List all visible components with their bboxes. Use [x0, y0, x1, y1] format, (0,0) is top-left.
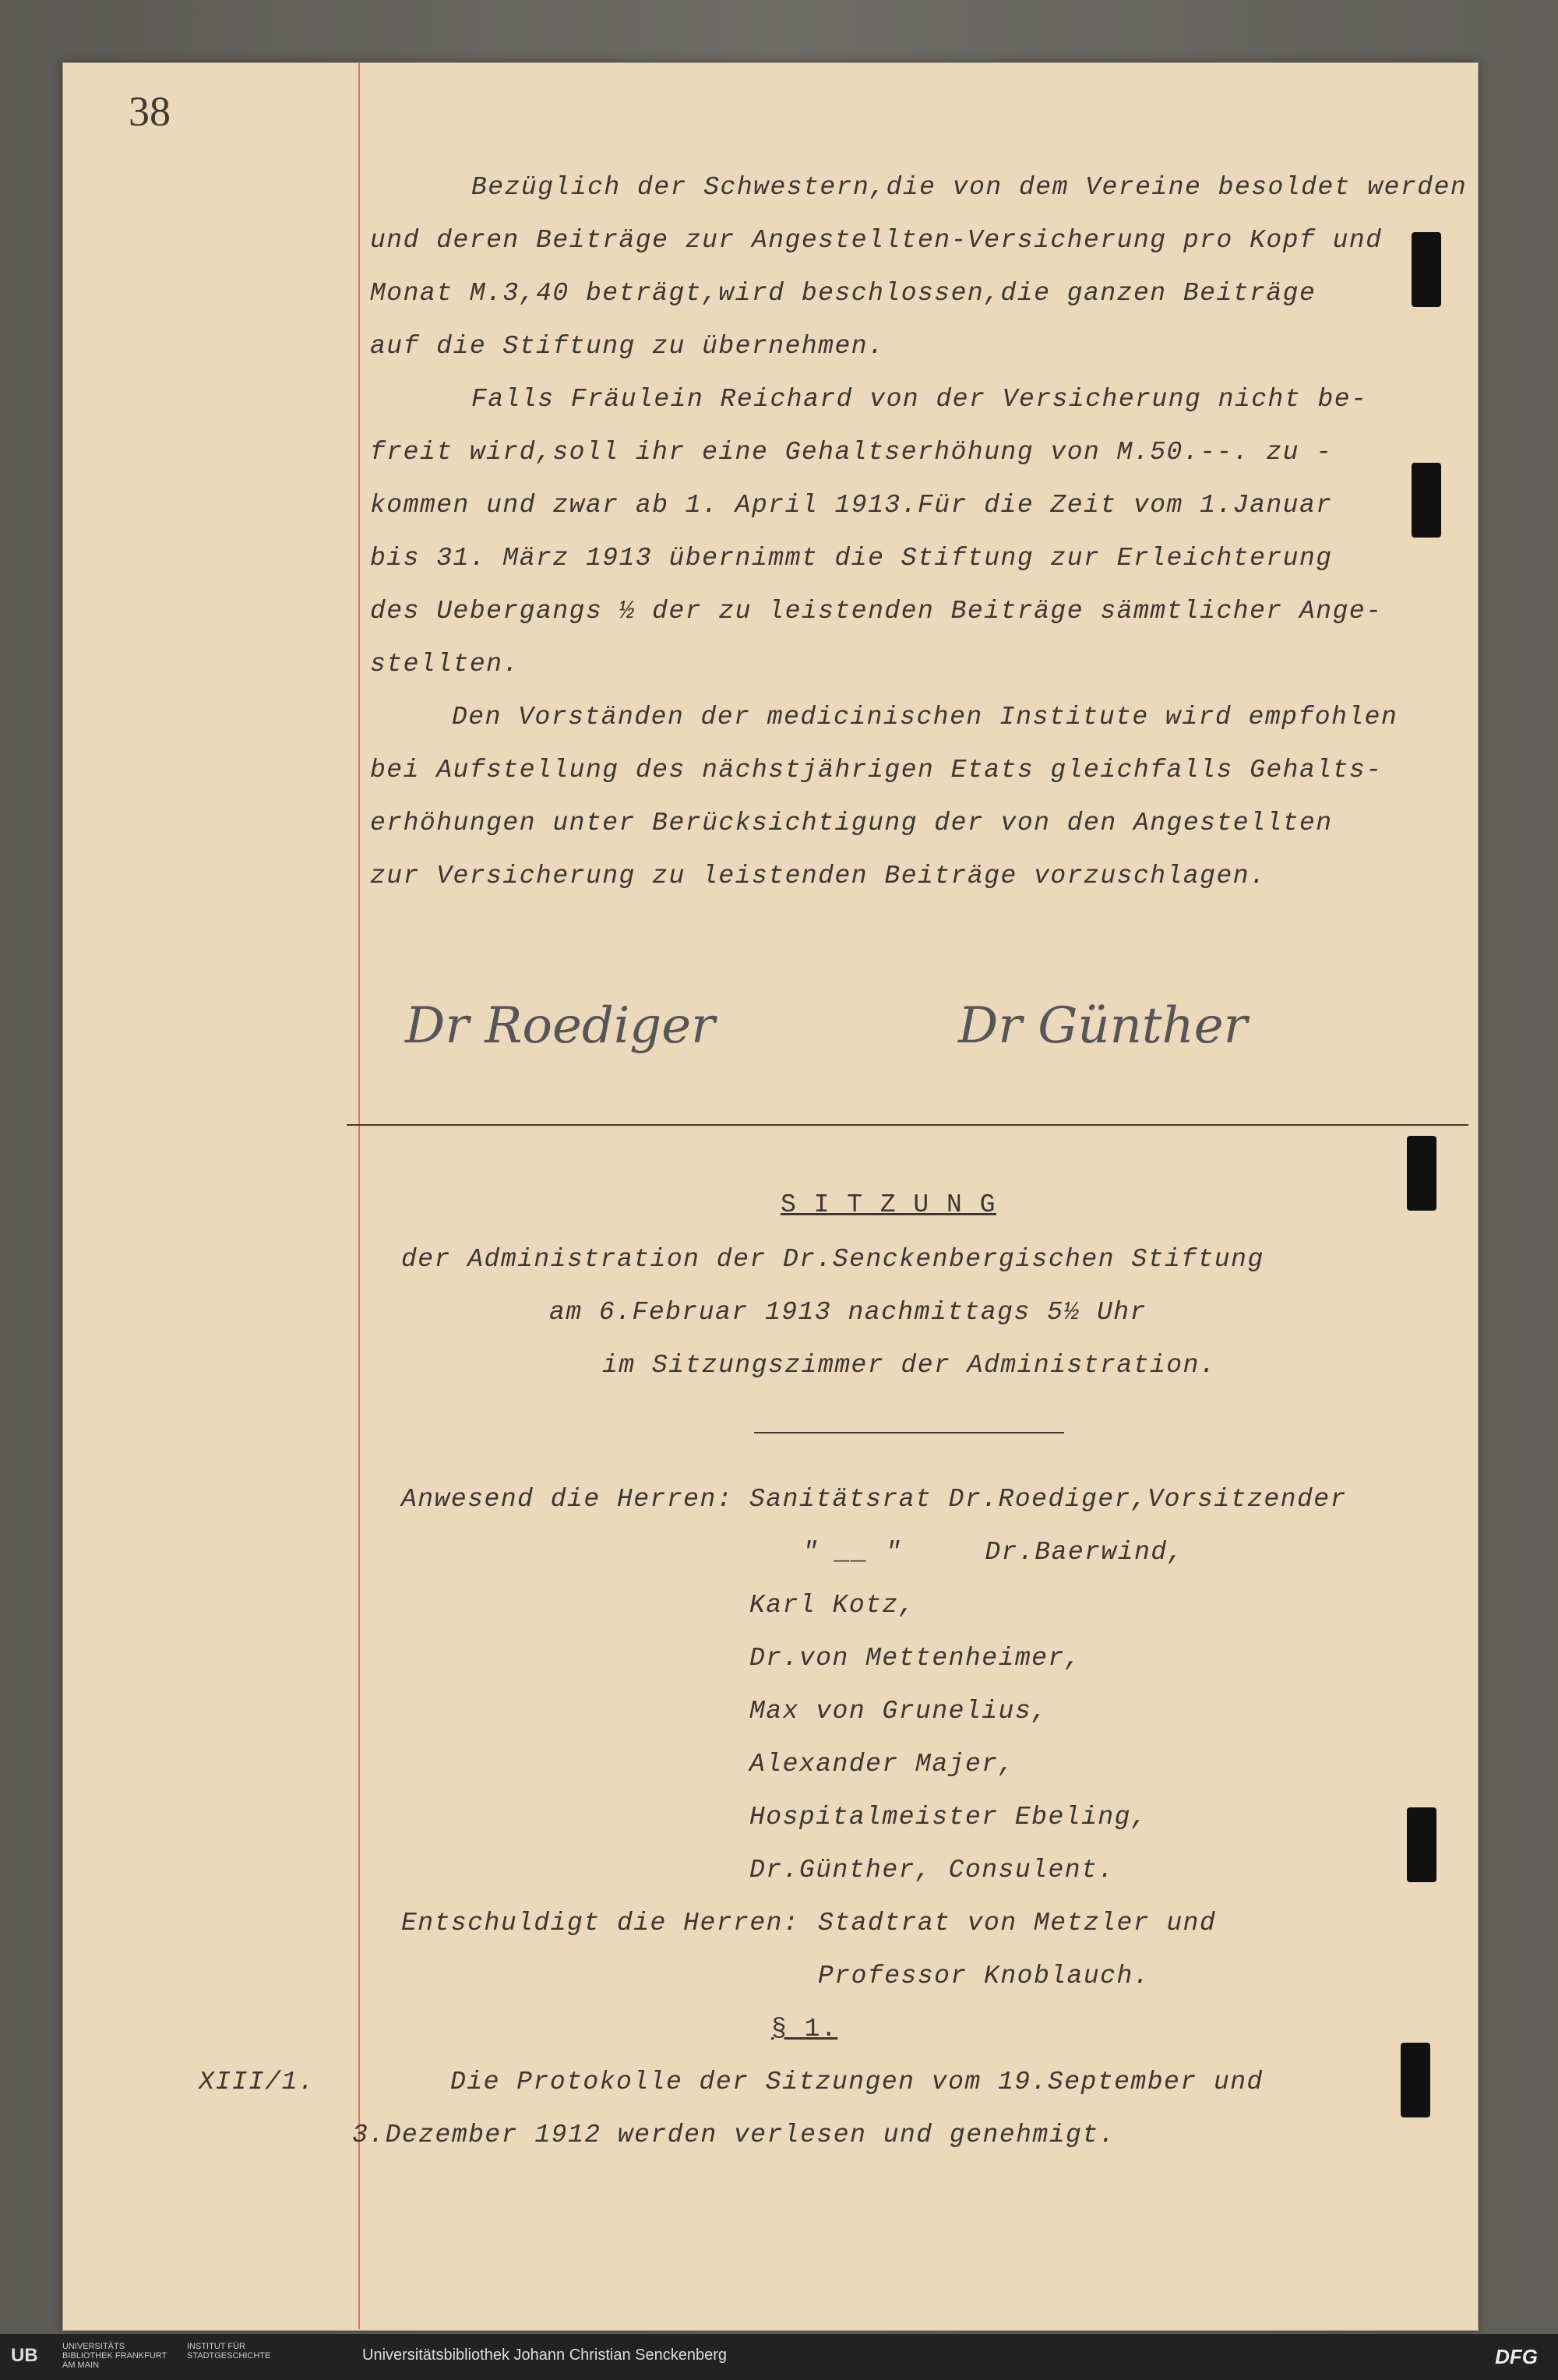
section-line: Die Protokolle der Sitzungen vom 19.September und — [450, 2068, 1264, 2096]
attendee: Max von Grunelius, — [749, 1697, 1049, 1726]
session-line: am 6.Februar 1913 nachmittags 5½ Uhr — [549, 1298, 1147, 1327]
body-line: Falls Fräulein Reichard von der Versicherung nicht be- — [471, 385, 1368, 414]
short-rule — [754, 1432, 1064, 1433]
body-line: Den Vorständen der medicinischen Institute wird empfohlen — [452, 703, 1398, 732]
body-line: Bezüglich der Schwestern,die von dem Vereine besoldet werden — [471, 173, 1468, 202]
section-heading: § 1. — [771, 2015, 838, 2043]
attendee: Karl Kotz, — [749, 1591, 916, 1620]
body-line: und deren Beiträge zur Angestellten-Versicherung pro Kopf und — [370, 226, 1383, 255]
attendee: " __ " Dr.Baerwind, — [802, 1538, 1184, 1567]
footer-bar — [0, 2334, 1558, 2380]
body-line: kommen und zwar ab 1. April 1913.Für die Zeit vom 1.Januar — [370, 491, 1333, 520]
excused-member: Professor Knoblauch. — [818, 1962, 1151, 1990]
session-line: der Administration der Dr.Senckenbergischen Stiftung — [401, 1245, 1264, 1274]
index-tab — [1412, 232, 1441, 307]
session-heading: S I T Z U N G — [781, 1190, 996, 1219]
section-line: 3.Dezember 1912 werden verlesen und genehmigt. — [352, 2121, 1116, 2149]
attendee: Sanitätsrat Dr.Roediger,Vorsitzender — [749, 1485, 1347, 1514]
body-line: auf die Stiftung zu übernehmen. — [370, 332, 885, 361]
page-number: 38 — [129, 88, 171, 135]
body-line: Monat M.3,40 beträgt,wird beschlossen,die ganzen Beiträge — [370, 279, 1317, 308]
present-label: Anwesend die Herren: — [401, 1485, 734, 1514]
univ-label: UNIVERSITÄTS BIBLIOTHEK FRANKFURT AM MAIN — [62, 2342, 167, 2370]
signature-left: Dr Roediger — [405, 997, 715, 1055]
margin-reference: XIII/1. — [199, 2068, 315, 2096]
attendee: Dr.Günther, Consulent. — [749, 1856, 1115, 1885]
body-line: des Uebergangs ½ der zu leistenden Beiträge sämmtlicher Ange- — [370, 597, 1383, 626]
excused-label: Entschuldigt die Herren: — [401, 1909, 800, 1937]
index-tab — [1407, 1807, 1436, 1882]
attendee: Dr.von Mettenheimer, — [749, 1644, 1082, 1673]
body-line: freit wird,soll ihr eine Gehaltserhöhung von M.50.--. zu - — [370, 438, 1333, 467]
session-line: im Sitzungszimmer der Administration. — [602, 1351, 1217, 1380]
excused-member: Stadtrat von Metzler und — [818, 1909, 1217, 1937]
body-line: bis 31. März 1913 übernimmt die Stiftung zur Erleichterung — [370, 544, 1333, 573]
body-line: bei Aufstellung des nächstjährigen Etats gleichfalls Gehalts- — [370, 756, 1383, 785]
body-line: zur Versicherung zu leistenden Beiträge vorzuschlagen. — [370, 862, 1267, 890]
institute-label: INSTITUT FÜR STADTGESCHICHTE — [187, 2342, 271, 2361]
margin-rule — [358, 62, 360, 2329]
attendee: Hospitalmeister Ebeling, — [749, 1803, 1148, 1832]
section-divider — [347, 1124, 1468, 1126]
index-tab — [1407, 1136, 1436, 1211]
index-tab — [1412, 463, 1441, 538]
ub-logo: UB — [11, 2345, 38, 2366]
index-tab — [1401, 2043, 1430, 2117]
library-name: Universitätsbibliothek Johann Christian Senckenberg — [362, 2347, 728, 2364]
body-line: stellten. — [370, 650, 520, 679]
dfg-logo: DFG — [1495, 2345, 1538, 2368]
attendee: Alexander Majer, — [749, 1750, 1015, 1779]
signature-right: Dr Günther — [958, 997, 1248, 1055]
body-line: erhöhungen unter Berücksichtigung der von den Angestellten — [370, 809, 1333, 837]
